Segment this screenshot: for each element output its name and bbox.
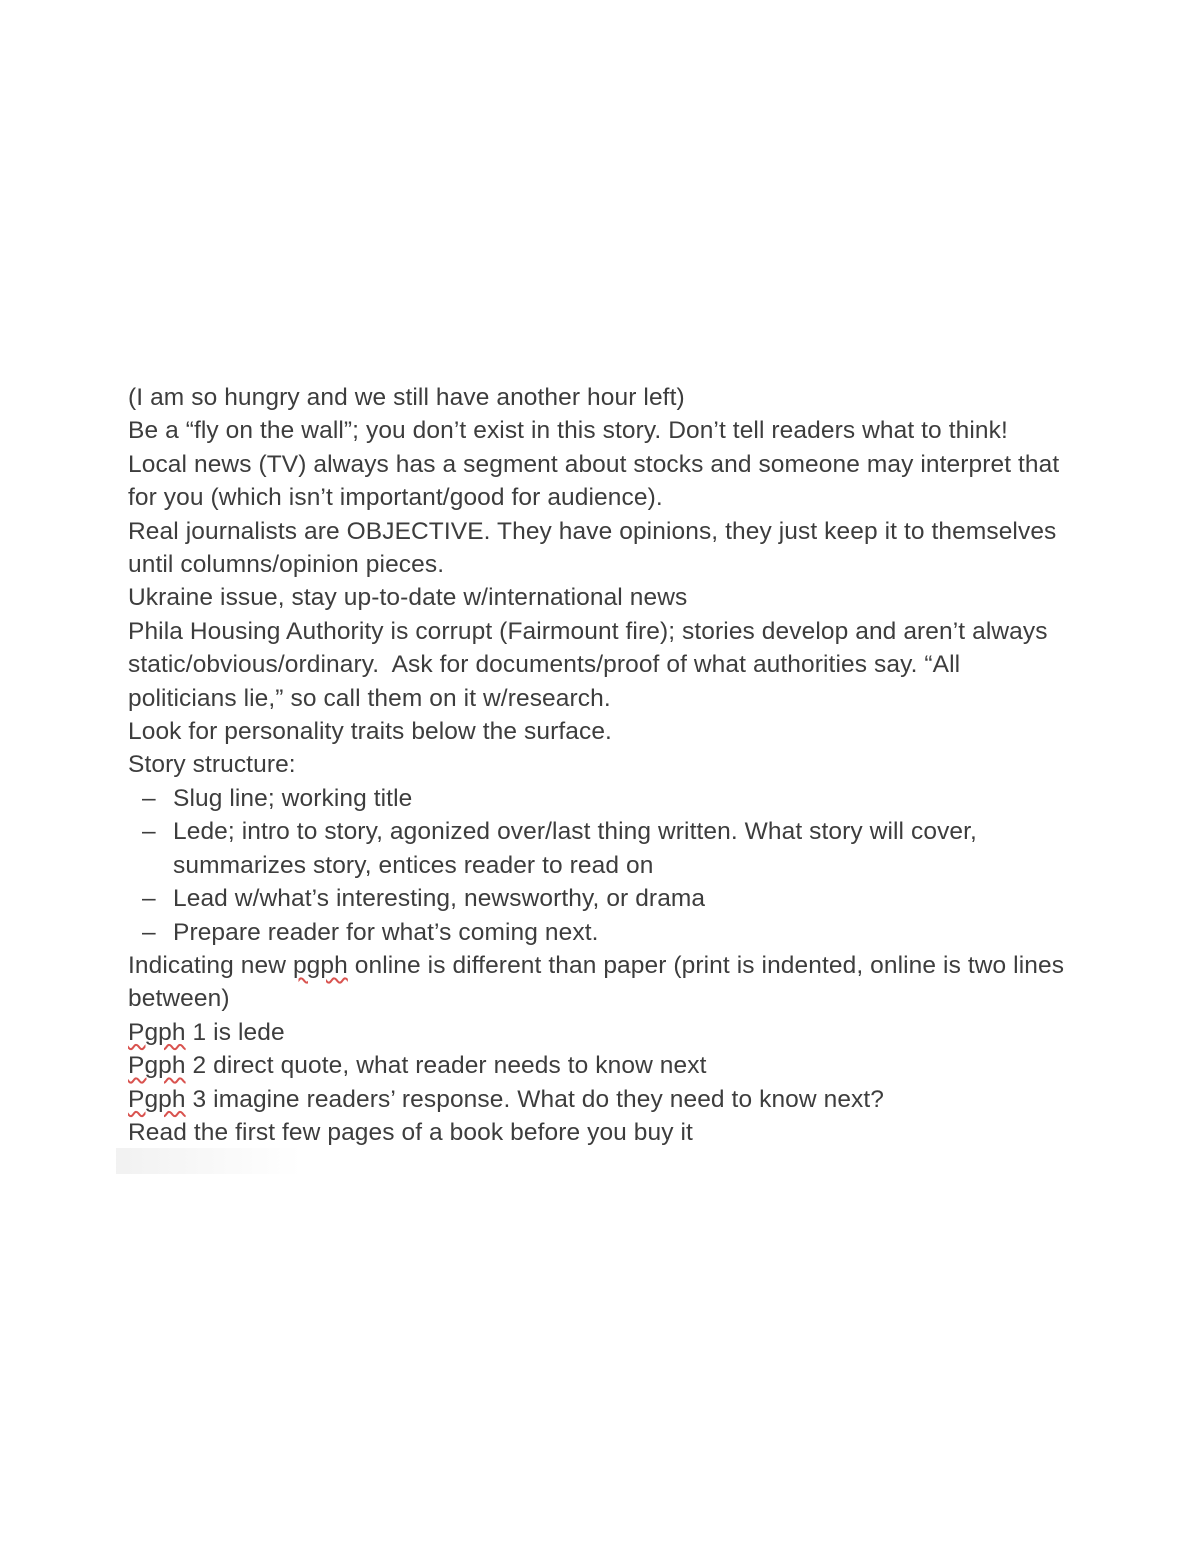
note-ukraine: Ukraine issue, stay up-to-date w/international news xyxy=(128,584,688,612)
text-fragment: 2 direct quote, what reader needs to know next xyxy=(185,1052,707,1080)
note-line-hungry: (I am so hungry and we still have another hour left) xyxy=(128,384,685,411)
selection-fade xyxy=(116,1148,301,1174)
notes-document xyxy=(128,381,1071,1149)
list-item xyxy=(128,916,1068,949)
dash-bullet-icon: – xyxy=(142,818,156,846)
note-new-paragraph xyxy=(128,949,1071,1016)
dash-bullet-icon: – xyxy=(142,885,156,913)
note-phila-housing: Phila Housing Authority is corrupt (Fairmount fire); stories develop and aren’t always static/obvious/ordinary. Ask for documents/proof of what authorities say. “All politicians lie,” so call them on it w/research. xyxy=(128,617,1055,712)
text-fragment: Indicating new xyxy=(128,951,293,979)
misspelled-word[interactable]: Pgph xyxy=(128,1052,186,1080)
list-item xyxy=(128,782,1068,815)
misspelled-word[interactable]: Pgph xyxy=(128,1085,186,1113)
dash-bullet-icon: – xyxy=(142,918,156,946)
dash-bullet-icon: – xyxy=(142,784,156,812)
text-fragment: online is different than paper (print is indented, online is two lines between) xyxy=(128,951,1071,1013)
note-objective: Real journalists are OBJECTIVE. They have opinions, they just keep it to themselves until columns/opinion pieces. xyxy=(128,517,1064,579)
list-item xyxy=(128,882,1068,915)
bullet-text: Lede; intro to story, agonized over/last thing written. What story will cover, summarizes story, entices reader to read on xyxy=(173,818,977,879)
text-fragment: 1 is lede xyxy=(185,1018,285,1046)
list-item xyxy=(128,815,1068,882)
misspelled-word[interactable]: Pgph xyxy=(128,1018,186,1046)
bullet-text: Slug line; working title xyxy=(173,784,413,812)
note-read-first-pages: Read the first few pages of a book before you buy it xyxy=(128,1118,693,1146)
note-story-structure: Story structure: xyxy=(128,751,296,779)
misspelled-word[interactable]: pgph xyxy=(292,951,348,979)
bullet-text: Lead w/what’s interesting, newsworthy, or drama xyxy=(173,885,706,913)
text-fragment: 3 imagine readers’ response. What do they need to know next? xyxy=(185,1085,885,1113)
note-pgph-2 xyxy=(128,1049,1068,1082)
story-structure-list xyxy=(128,782,1068,949)
bullet-text: Prepare reader for what’s coming next. xyxy=(173,918,599,946)
note-pgph-3 xyxy=(128,1083,1068,1116)
note-personality: Look for personality traits below the surface. xyxy=(128,718,612,746)
note-fly-on-wall: Be a “fly on the wall”; you don’t exist in this story. Don’t tell readers what to think! Local news (TV) always has a segment about stocks and someone may interpret that for you (which isn’t important/good for audience). xyxy=(128,417,1067,512)
note-pgph-1 xyxy=(128,1016,1068,1049)
